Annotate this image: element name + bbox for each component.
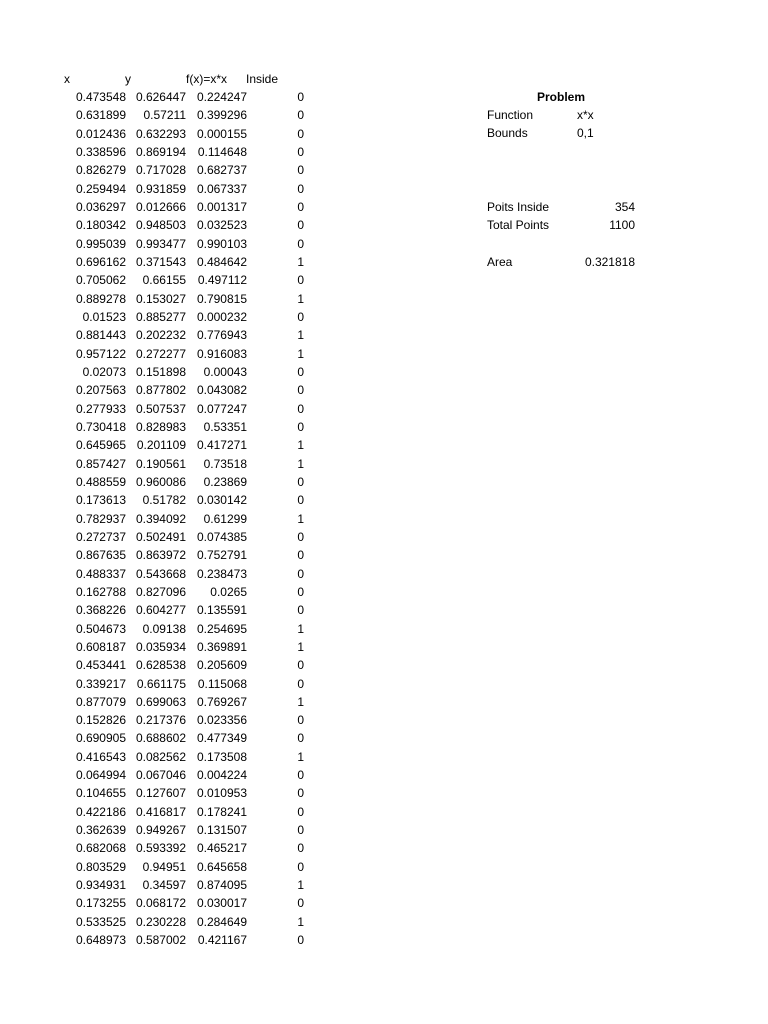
cell-inside[interactable]: 0 — [297, 566, 304, 581]
cell-y[interactable]: 0.201109 — [136, 438, 186, 453]
cell-x[interactable]: 0.803529 — [75, 859, 126, 874]
cell-inside[interactable]: 0 — [297, 896, 304, 911]
cell-inside[interactable]: 0 — [297, 108, 304, 123]
cell-x[interactable]: 0.368226 — [75, 603, 126, 618]
table-row — [0, 473, 320, 491]
cell-y[interactable]: 0.948503 — [135, 218, 186, 233]
cell-y[interactable]: 0.587002 — [135, 933, 186, 948]
cell-fx[interactable]: 0.23869 — [203, 474, 247, 489]
cell-y[interactable]: 0.632293 — [135, 126, 186, 141]
table-row — [0, 510, 320, 528]
cell-inside[interactable]: 1 — [297, 456, 304, 471]
cell-inside[interactable]: 1 — [297, 328, 304, 343]
table-row — [0, 711, 320, 729]
cell-y[interactable]: 0.272277 — [135, 346, 186, 361]
cell-fx[interactable]: 0.73518 — [203, 456, 247, 471]
table-row — [0, 88, 320, 106]
cell-x[interactable]: 0.02073 — [82, 364, 126, 379]
cell-x[interactable]: 0.705062 — [75, 273, 126, 288]
header-fx[interactable]: f(x)=x*x — [186, 72, 228, 86]
data-table-body — [0, 88, 320, 949]
table-row — [0, 803, 320, 821]
table-row — [0, 729, 320, 747]
cell-fx[interactable]: 0.004224 — [196, 768, 247, 783]
cell-fx[interactable]: 0.284649 — [196, 914, 247, 929]
cell-inside[interactable]: 0 — [297, 584, 304, 599]
cell-x[interactable]: 0.488337 — [75, 566, 126, 581]
cell-inside[interactable]: 0 — [297, 364, 304, 379]
header-inside[interactable]: Inside — [246, 72, 279, 86]
cell-x[interactable]: 0.957122 — [75, 346, 126, 361]
cell-inside[interactable]: 0 — [297, 90, 304, 104]
cell-y[interactable]: 0.66155 — [142, 273, 186, 288]
cell-fx[interactable]: 0.421167 — [197, 933, 247, 948]
cell-x[interactable]: 0.473548 — [75, 90, 126, 104]
cell-y[interactable]: 0.067046 — [135, 768, 186, 783]
header-x[interactable]: x — [64, 72, 70, 86]
cell-y[interactable]: 0.94951 — [142, 859, 186, 874]
table-row — [0, 418, 320, 436]
cell-fx[interactable]: 0.874095 — [196, 878, 247, 893]
cell-x[interactable]: 0.648973 — [75, 933, 126, 948]
cell-y[interactable]: 0.699063 — [135, 694, 186, 709]
table-row — [0, 766, 320, 784]
cell-inside[interactable]: 0 — [297, 933, 304, 948]
table-row — [0, 143, 320, 161]
cell-y[interactable]: 0.604277 — [135, 603, 186, 618]
cell-inside[interactable]: 0 — [297, 859, 304, 874]
cell-y[interactable]: 0.153027 — [135, 291, 186, 306]
cell-y[interactable]: 0.151898 — [135, 364, 186, 379]
cell-fx[interactable]: 0.023356 — [196, 713, 247, 728]
cell-inside[interactable]: 0 — [297, 181, 304, 196]
table-row — [0, 253, 320, 271]
cell-y[interactable]: 0.416817 — [135, 804, 186, 819]
bounds-label[interactable]: Bounds — [487, 126, 528, 140]
cell-x[interactable]: 0.782937 — [75, 511, 126, 526]
cell-fx[interactable]: 0.477349 — [196, 731, 247, 746]
table-row — [0, 839, 320, 857]
cell-fx[interactable]: 0.000232 — [196, 309, 247, 324]
table-row — [0, 821, 320, 839]
cell-x[interactable]: 0.338596 — [75, 144, 126, 159]
cell-fx[interactable]: 0.030142 — [196, 493, 247, 508]
cell-inside[interactable]: 1 — [297, 914, 304, 929]
cell-fx[interactable]: 0.067337 — [196, 181, 247, 196]
cell-x[interactable]: 0.934931 — [75, 878, 126, 893]
cell-fx[interactable]: 0.010953 — [196, 786, 247, 801]
cell-fx[interactable]: 0.990103 — [196, 236, 247, 251]
table-row — [0, 546, 320, 564]
table-row — [0, 491, 320, 509]
table-row — [0, 528, 320, 546]
table-row — [0, 216, 320, 234]
cell-inside[interactable]: 1 — [297, 639, 304, 654]
cell-x[interactable]: 0.416543 — [75, 749, 126, 764]
cell-inside[interactable]: 0 — [297, 603, 304, 618]
cell-y[interactable]: 0.543668 — [135, 566, 186, 581]
cell-fx[interactable]: 0.916083 — [196, 346, 247, 361]
cell-y[interactable]: 0.931859 — [135, 181, 186, 196]
cell-x[interactable]: 0.696162 — [75, 254, 126, 269]
cell-y[interactable]: 0.190561 — [135, 456, 186, 471]
cell-fx[interactable]: 0.074385 — [196, 529, 247, 544]
cell-x[interactable]: 0.173613 — [75, 493, 126, 508]
table-row — [0, 308, 320, 326]
cell-inside[interactable]: 1 — [297, 438, 304, 453]
table-row — [0, 198, 320, 216]
table-row — [0, 931, 320, 949]
table-row — [0, 381, 320, 399]
cell-inside[interactable]: 0 — [297, 786, 304, 801]
cell-y[interactable]: 0.57211 — [143, 108, 186, 123]
cell-x[interactable]: 0.259494 — [75, 181, 126, 196]
table-row — [0, 894, 320, 912]
cell-y[interactable]: 0.34597 — [142, 878, 186, 893]
table-row — [0, 125, 320, 143]
function-label[interactable]: Function — [487, 108, 534, 122]
table-row — [0, 638, 320, 656]
cell-y[interactable]: 0.371543 — [135, 254, 186, 269]
cell-fx[interactable]: 0.224247 — [196, 90, 247, 104]
cell-y[interactable]: 0.394092 — [135, 511, 186, 526]
cell-inside[interactable]: 0 — [297, 218, 304, 233]
cell-inside[interactable]: 0 — [297, 126, 304, 141]
cell-fx[interactable]: 0.776943 — [196, 328, 247, 343]
cell-fx[interactable]: 0.417271 — [196, 438, 247, 453]
cell-x[interactable]: 0.730418 — [75, 419, 126, 434]
cell-fx[interactable]: 0.030017 — [196, 896, 247, 911]
table-row — [0, 565, 320, 583]
cell-fx[interactable]: 0.135591 — [196, 603, 247, 618]
cell-inside[interactable]: 0 — [297, 309, 304, 324]
cell-fx[interactable]: 0.178241 — [196, 804, 247, 819]
cell-x[interactable]: 0.690905 — [75, 731, 126, 746]
cell-y[interactable]: 0.593392 — [135, 841, 186, 856]
cell-fx[interactable]: 0.645658 — [196, 859, 247, 874]
cell-fx[interactable]: 0.205609 — [196, 658, 247, 673]
table-row — [0, 784, 320, 802]
cell-fx[interactable]: 0.077247 — [196, 401, 247, 416]
cell-inside[interactable]: 0 — [297, 529, 304, 544]
table-row — [0, 363, 320, 381]
cell-x[interactable]: 0.01523 — [82, 309, 126, 324]
cell-x[interactable]: 0.277933 — [75, 401, 126, 416]
cell-y[interactable]: 0.082562 — [135, 749, 186, 764]
cell-y[interactable]: 0.717028 — [135, 163, 186, 178]
cell-y[interactable]: 0.507537 — [135, 401, 186, 416]
cell-y[interactable]: 0.827096 — [135, 584, 186, 599]
cell-x[interactable]: 0.152826 — [75, 713, 126, 728]
cell-x[interactable]: 0.207563 — [75, 383, 126, 398]
cell-y[interactable]: 0.863972 — [135, 548, 186, 563]
cell-x[interactable]: 0.533525 — [75, 914, 126, 929]
table-row — [0, 161, 320, 179]
cell-y[interactable]: 0.626447 — [135, 90, 186, 104]
cell-inside[interactable]: 1 — [297, 694, 304, 709]
cell-fx[interactable]: 0.61299 — [203, 511, 247, 526]
cell-fx[interactable]: 0.114648 — [197, 144, 247, 159]
cell-fx[interactable]: 0.043082 — [196, 383, 247, 398]
table-row — [0, 455, 320, 473]
cell-x[interactable]: 0.422186 — [75, 804, 126, 819]
cell-x[interactable]: 0.881443 — [75, 328, 126, 343]
cell-y[interactable]: 0.688602 — [135, 731, 186, 746]
points-inside-label[interactable]: Poits Inside — [487, 200, 550, 214]
cell-fx[interactable]: 0.131507 — [196, 823, 247, 838]
table-row — [0, 858, 320, 876]
cell-y[interactable]: 0.877802 — [135, 383, 186, 398]
cell-y[interactable]: 0.127607 — [135, 786, 186, 801]
cell-x[interactable]: 0.867635 — [75, 548, 126, 563]
cell-x[interactable]: 0.012436 — [75, 126, 126, 141]
cell-inside[interactable]: 1 — [297, 346, 304, 361]
cell-y[interactable]: 0.949267 — [135, 823, 186, 838]
cell-inside[interactable]: 0 — [297, 273, 304, 288]
table-row — [0, 271, 320, 289]
cell-inside[interactable]: 0 — [297, 768, 304, 783]
table-row — [0, 290, 320, 308]
area-label[interactable]: Area — [487, 255, 513, 269]
table-row — [0, 400, 320, 418]
cell-inside[interactable]: 0 — [297, 676, 304, 691]
cell-inside[interactable]: 0 — [297, 804, 304, 819]
area-value[interactable]: 0.321818 — [584, 255, 635, 269]
cell-inside[interactable]: 0 — [297, 401, 304, 416]
cell-inside[interactable]: 0 — [297, 474, 304, 489]
cell-y[interactable]: 0.202232 — [135, 328, 186, 343]
cell-x[interactable]: 0.272737 — [75, 529, 126, 544]
cell-y[interactable]: 0.661175 — [136, 676, 186, 691]
cell-fx[interactable]: 0.369891 — [196, 639, 247, 654]
cell-x[interactable]: 0.173255 — [75, 896, 126, 911]
cell-fx[interactable]: 0.0265 — [210, 584, 247, 599]
cell-x[interactable]: 0.995039 — [75, 236, 126, 251]
cell-y[interactable]: 0.869194 — [135, 144, 186, 159]
cell-fx[interactable]: 0.254695 — [196, 621, 247, 636]
cell-inside[interactable]: 0 — [297, 144, 304, 159]
function-value[interactable]: x*x — [577, 108, 594, 122]
cell-fx[interactable]: 0.115068 — [197, 676, 247, 691]
cell-x[interactable]: 0.180342 — [75, 218, 126, 233]
cell-y[interactable]: 0.628538 — [135, 658, 186, 673]
cell-x[interactable]: 0.504673 — [75, 621, 126, 636]
cell-inside[interactable]: 1 — [297, 749, 304, 764]
table-row — [0, 235, 320, 253]
cell-fx[interactable]: 0.000155 — [196, 126, 247, 141]
cell-fx[interactable]: 0.484642 — [196, 254, 247, 269]
cell-inside[interactable]: 1 — [297, 254, 304, 269]
cell-inside[interactable]: 0 — [297, 383, 304, 398]
cell-inside[interactable]: 0 — [297, 713, 304, 728]
cell-fx[interactable]: 0.769267 — [196, 694, 247, 709]
table-row — [0, 876, 320, 894]
cell-y[interactable]: 0.993477 — [135, 236, 186, 251]
cell-y[interactable]: 0.012666 — [135, 199, 186, 214]
cell-x[interactable]: 0.036297 — [75, 199, 126, 214]
cell-x[interactable]: 0.362639 — [75, 823, 126, 838]
cell-y[interactable]: 0.068172 — [135, 896, 186, 911]
cell-inside[interactable]: 0 — [297, 419, 304, 434]
cell-x[interactable]: 0.826279 — [75, 163, 126, 178]
table-row — [0, 326, 320, 344]
problem-title[interactable]: Problem — [536, 90, 585, 104]
cell-fx[interactable]: 0.790815 — [196, 291, 247, 306]
cell-x[interactable]: 0.488559 — [75, 474, 126, 489]
table-row — [0, 620, 320, 638]
header-y[interactable]: y — [125, 72, 131, 86]
table-row — [0, 675, 320, 693]
cell-y[interactable]: 0.09138 — [142, 621, 186, 636]
cell-inside[interactable]: 0 — [297, 658, 304, 673]
cell-x[interactable]: 0.608187 — [75, 639, 126, 654]
cell-x[interactable]: 0.104655 — [75, 786, 126, 801]
cell-fx[interactable]: 0.238473 — [196, 566, 247, 581]
cell-y[interactable]: 0.035934 — [135, 639, 186, 654]
cell-inside[interactable]: 1 — [297, 621, 304, 636]
cell-fx[interactable]: 0.173508 — [196, 749, 247, 764]
cell-inside[interactable]: 0 — [297, 548, 304, 563]
cell-x[interactable]: 0.857427 — [75, 456, 126, 471]
cell-fx[interactable]: 0.465217 — [196, 841, 247, 856]
cell-x[interactable]: 0.889278 — [75, 291, 126, 306]
cell-fx[interactable]: 0.752791 — [196, 548, 247, 563]
table-row — [0, 748, 320, 766]
cell-x[interactable]: 0.877079 — [75, 694, 126, 709]
cell-inside[interactable]: 1 — [297, 511, 304, 526]
cell-x[interactable]: 0.631899 — [75, 108, 126, 123]
cell-inside[interactable]: 0 — [297, 823, 304, 838]
cell-y[interactable]: 0.885277 — [135, 309, 186, 324]
cell-y[interactable]: 0.828983 — [135, 419, 186, 434]
cell-inside[interactable]: 1 — [297, 291, 304, 306]
table-row — [0, 583, 320, 601]
cell-x[interactable]: 0.682068 — [75, 841, 126, 856]
total-points-label[interactable]: Total Points — [487, 218, 550, 232]
cell-inside[interactable]: 0 — [297, 163, 304, 178]
cell-inside[interactable]: 0 — [297, 731, 304, 746]
table-row — [0, 601, 320, 619]
cell-fx[interactable]: 0.497112 — [197, 273, 247, 288]
cell-x[interactable]: 0.645965 — [75, 438, 126, 453]
cell-inside[interactable]: 0 — [297, 199, 304, 214]
cell-fx[interactable]: 0.001317 — [196, 199, 247, 214]
cell-fx[interactable]: 0.682737 — [196, 163, 247, 178]
table-row — [0, 345, 320, 363]
table-row — [0, 436, 320, 454]
total-points-value[interactable]: 1100 — [609, 218, 635, 232]
cell-y[interactable]: 0.502491 — [135, 529, 186, 544]
cell-y[interactable]: 0.960086 — [135, 474, 186, 489]
table-row — [0, 180, 320, 198]
bounds-value[interactable]: 0,1 — [577, 126, 594, 140]
cell-fx[interactable]: 0.399296 — [196, 108, 247, 123]
cell-inside[interactable]: 0 — [297, 236, 304, 251]
cell-fx[interactable]: 0.53351 — [203, 419, 247, 434]
points-inside-value[interactable]: 354 — [614, 200, 635, 214]
cell-y[interactable]: 0.51782 — [142, 493, 186, 508]
cell-x[interactable]: 0.162788 — [75, 584, 126, 599]
cell-inside[interactable]: 0 — [297, 493, 304, 508]
table-row — [0, 913, 320, 931]
cell-x[interactable]: 0.339217 — [75, 676, 126, 691]
cell-inside[interactable]: 1 — [297, 878, 304, 893]
cell-x[interactable]: 0.064994 — [75, 768, 126, 783]
cell-y[interactable]: 0.217376 — [135, 713, 186, 728]
table-row — [0, 106, 320, 124]
cell-y[interactable]: 0.230228 — [135, 914, 186, 929]
cell-fx[interactable]: 0.032523 — [196, 218, 247, 233]
table-row — [0, 693, 320, 711]
table-row — [0, 656, 320, 674]
cell-inside[interactable]: 0 — [297, 841, 304, 856]
cell-x[interactable]: 0.453441 — [75, 658, 126, 673]
cell-fx[interactable]: 0.00043 — [203, 364, 247, 379]
